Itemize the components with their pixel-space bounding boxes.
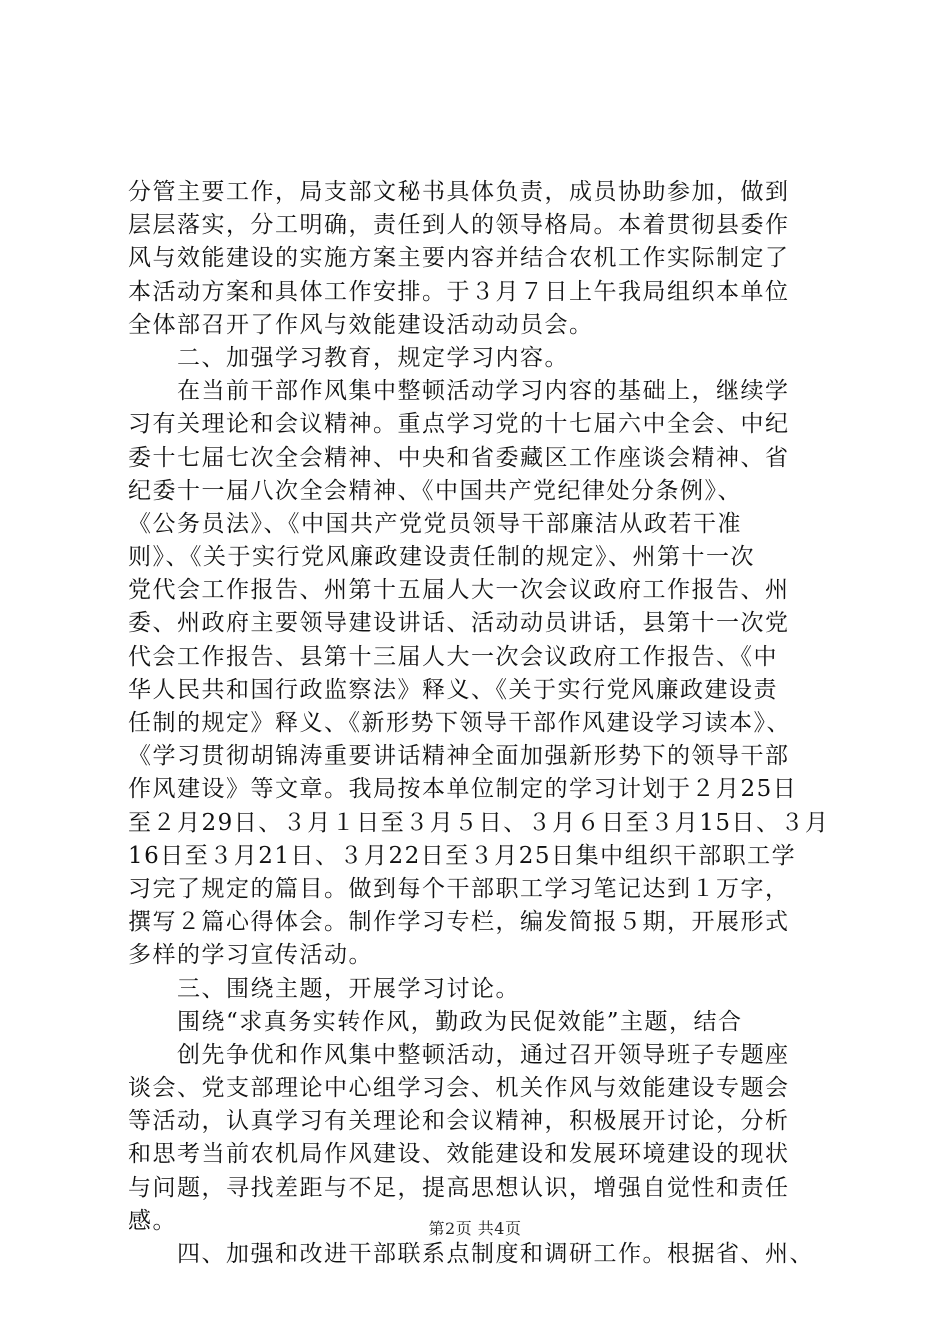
text-line: 在当前干部作风集中整顿活动学习内容的基础上，继续学: [128, 378, 790, 405]
document-body: [128, 176, 838, 1271]
text-line: 创先争优和作风集中整顿活动，通过召开领导班子专题座: [128, 1041, 790, 1068]
text-line: 代会工作报告、县第十三届人大一次会议政府工作报告、《中: [128, 643, 778, 670]
text-line: 习完了规定的篇目。做到每个干部职工学习笔记达到１万字，: [128, 875, 790, 902]
text-line: 任制的规定》释义、《新形势下领导干部作风建设学习读本》、: [128, 710, 791, 736]
text-line: 多样的学习宣传活动。: [128, 942, 373, 969]
text-line: 则》、《关于实行党风廉政建设责任制的规定》、州第十一次: [128, 544, 755, 571]
text-line: 至２月29日、３月１日至３月５日、３月６日至３月15日、３月: [128, 809, 830, 836]
text-line: 和思考当前农机局作风建设、效能建设和发展环境建设的现状: [128, 1141, 790, 1168]
text-line: 等活动，认真学习有关理论和会议精神，积极展开讨论，分析: [128, 1108, 790, 1135]
text-line: 围绕“求真务实转作风，勤政为民促效能”主题，结合: [128, 1008, 743, 1035]
text-line: 与问题，寻找差距与不足，提高思想认识，增强自觉性和责任: [128, 1174, 790, 1201]
text-line: 《公务员法》、《中国共产党党员领导干部廉洁从政若干准: [128, 510, 742, 537]
text-line: 风与效能建设的实施方案主要内容并结合农机工作实际制定了: [128, 245, 790, 272]
text-line: 本活动方案和具体工作安排。于３月７日上午我局组织本单位: [128, 278, 790, 305]
text-line: 撰写２篇心得体会。制作学习专栏，编发简报５期，开展形式: [128, 909, 790, 936]
text-line: 16日至３月21日、３月22日至３月25日集中组织干部职工学: [128, 842, 797, 869]
text-line: 层层落实，分工明确，责任到人的领导格局。本着贯彻县委作: [128, 212, 790, 239]
text-line: 感。: [128, 1207, 177, 1234]
text-line: 委、州政府主要领导建设讲话、活动动员讲话，县第十一次党: [128, 610, 790, 637]
text-line: 谈会、党支部理论中心组学习会、机关作风与效能建设专题会: [128, 1075, 790, 1102]
section-heading: 三、围绕主题，开展学习讨论。: [128, 975, 520, 1002]
text-line: 全体部召开了作风与效能建设活动动员会。: [128, 311, 594, 338]
text-line: 纪委十一届八次全会精神、《中国共产党纪律处分条例》、: [128, 477, 742, 504]
page-number-footer: 第2页 共4页: [428, 1219, 522, 1238]
section-heading: 二、加强学习教育，规定学习内容。: [128, 344, 569, 371]
text-line: 作风建设》等文章。我局按本单位制定的学习计划于２月25日: [128, 776, 798, 803]
text-line: 《学习贯彻胡锦涛重要讲话精神全面加强新形势下的领导干部: [128, 743, 790, 770]
text-line: 习有关理论和会议精神。重点学习党的十七届六中全会、中纪: [128, 411, 790, 438]
text-line: 分管主要工作，局支部文秘书具体负责，成员协助参加，做到: [128, 179, 790, 205]
text-line: 华人民共和国行政监察法》释义、《关于实行党风廉政建设责: [128, 676, 778, 703]
text-line: 委十七届七次全会精神、中央和省委藏区工作座谈会精神、省: [128, 444, 790, 471]
text-line: 党代会工作报告、州第十五届人大一次会议政府工作报告、州: [128, 577, 790, 604]
section-heading: 四、加强和改进干部联系点制度和调研工作。根据省、州、: [128, 1241, 814, 1267]
